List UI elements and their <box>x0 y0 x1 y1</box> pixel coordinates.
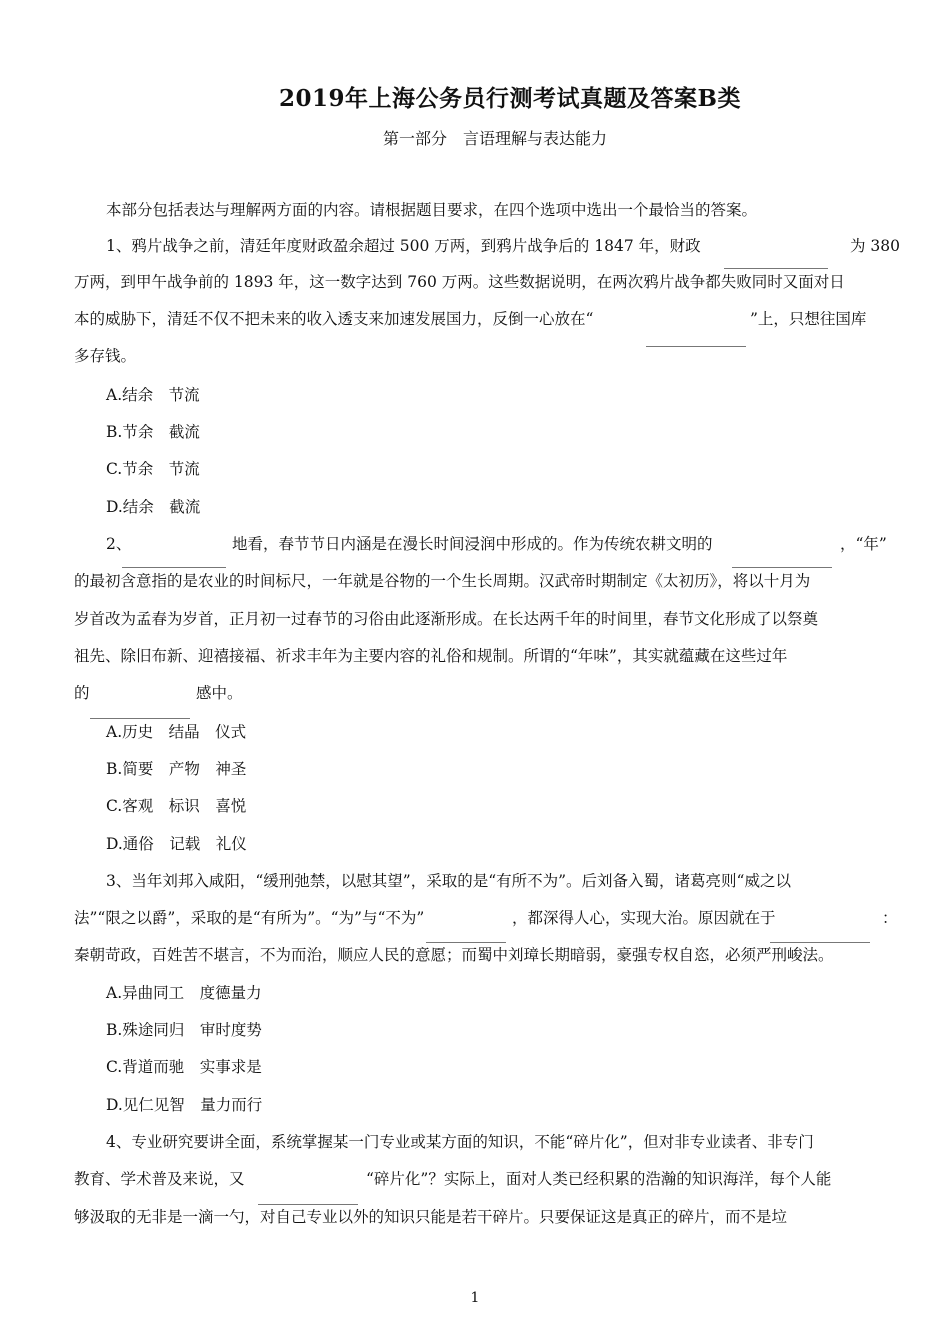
q2-option-b: B.简要 产物 神圣 <box>106 760 247 778</box>
q3-text-2a: 法”“限之以爵”，采取的是“有所为”。“为”与“不为” <box>74 909 425 927</box>
q3-option-a: A.异曲同工 度德量力 <box>106 984 262 1002</box>
q2-text-1b: 地看，春节节日内涵是在漫长时间浸润中形成的。作为传统农耕文明的 <box>232 535 713 553</box>
q3-blank-2 <box>770 926 870 943</box>
q2-blank-3 <box>90 702 190 719</box>
q2-option-c: C.客观 标识 喜悦 <box>106 797 247 815</box>
q1-text-1b: 为 380 <box>850 237 901 255</box>
section-subtitle: 第一部分 言语理解与表达能力 <box>382 129 607 148</box>
page-title: 2019年上海公务员行测考试真题及答案B类 <box>279 85 741 112</box>
q2-line-4: 祖先、除旧布新、迎禧接福、祈求丰年为主要内容的礼俗和规制。所谓的“年味”，其实就蕴藏在这些过年 <box>74 647 788 665</box>
q3-line-3: 秦朝苛政，百姓苦不堪言，不为而治，顺应人民的意愿；而蜀中刘璋长期暗弱，豪强专权自恣，必须严刑峻法。 <box>74 946 834 964</box>
q4-line-3: 够汲取的无非是一滴一勺，对自己专业以外的知识只能是若干碎片。只要保证这是真正的碎片，而不是垃 <box>74 1208 788 1226</box>
q2-blank-2 <box>732 551 832 568</box>
page-number: 1 <box>470 1290 480 1306</box>
q3-line-1: 3、当年刘邦入咸阳，“缓刑弛禁，以慰其望”，采取的是“有所不为”。后刘备入蜀，诸葛亮则“威之以 <box>106 872 791 890</box>
q1-option-a: A.结余 节流 <box>106 386 200 404</box>
q2-option-d: D.通俗 记载 礼仪 <box>106 835 247 853</box>
q1-blank-2 <box>646 330 746 347</box>
q4-text-2b: “碎片化”？实际上，面对人类已经积累的浩瀚的知识海洋，每个人能 <box>366 1170 832 1188</box>
q3-text-2c: ： <box>882 909 898 927</box>
q4-blank-1 <box>258 1188 358 1205</box>
q2-line-3: 岁首改为孟春为岁首，正月初一过春节的习俗由此逐渐形成。在长达两千年的时间里，春节文化形成了以祭奠 <box>74 610 819 628</box>
q1-line-1 <box>106 236 701 256</box>
q1-option-d: D.结余 截流 <box>106 498 201 516</box>
q2-line-2: 的最初含意指的是农业的时间标尺，一年就是谷物的一个生长周期。汉武帝时期制定《太初历》，将以十月为 <box>74 572 811 590</box>
q2-text-1c: ，“年” <box>840 535 887 553</box>
q3-blank-1 <box>426 926 506 943</box>
q1-line-4: 多存钱。 <box>74 347 137 365</box>
q3-option-d: D.见仁见智 量力而行 <box>106 1096 263 1114</box>
q3-option-b: B.殊途同归 审时度势 <box>106 1021 262 1039</box>
q4-text-2a: 教育、学术普及来说，又 <box>74 1170 245 1188</box>
q1-text-1a: 1、鸦片战争之前，清廷年度财政盈余超过 500 万两，到鸦片战争后的 1847 年，财政 <box>106 237 701 255</box>
q3-option-c: C.背道而驰 实事求是 <box>106 1058 262 1076</box>
q1-option-c: C.节余 节流 <box>106 460 200 478</box>
q2-text-1a: 2、 <box>106 535 132 553</box>
intro-text: 本部分包括表达与理解两方面的内容。请根据题目要求，在四个选项中选出一个最恰当的答案。 <box>106 201 758 219</box>
q1-line-2: 万两，到甲午战争前的 1893 年，这一数字达到 760 万两。这些数据说明，在两次鸦片战争都失败同时又面对日 <box>74 273 845 291</box>
q2-text-5a: 的 <box>74 684 90 702</box>
q1-line-3a: 本的威胁下，清廷不仅不把未来的收入透支来加速发展国力，反倒一心放在“ <box>74 310 594 328</box>
q3-text-2b: ，都深得人心，实现大治。原因就在于 <box>512 909 776 927</box>
q1-option-b: B.节余 截流 <box>106 423 200 441</box>
q1-blank-1 <box>724 252 828 269</box>
q2-text-5b: 感中。 <box>196 684 243 702</box>
q1-line-3b: ”上，只想往国库 <box>750 310 867 328</box>
q4-line-1: 4、专业研究要讲全面，系统掌握某一门专业或某方面的知识，不能“碎片化”，但对非专业读者、非专门 <box>106 1133 814 1151</box>
q2-blank-1 <box>122 551 226 568</box>
q2-option-a: A.历史 结晶 仪式 <box>106 723 247 741</box>
